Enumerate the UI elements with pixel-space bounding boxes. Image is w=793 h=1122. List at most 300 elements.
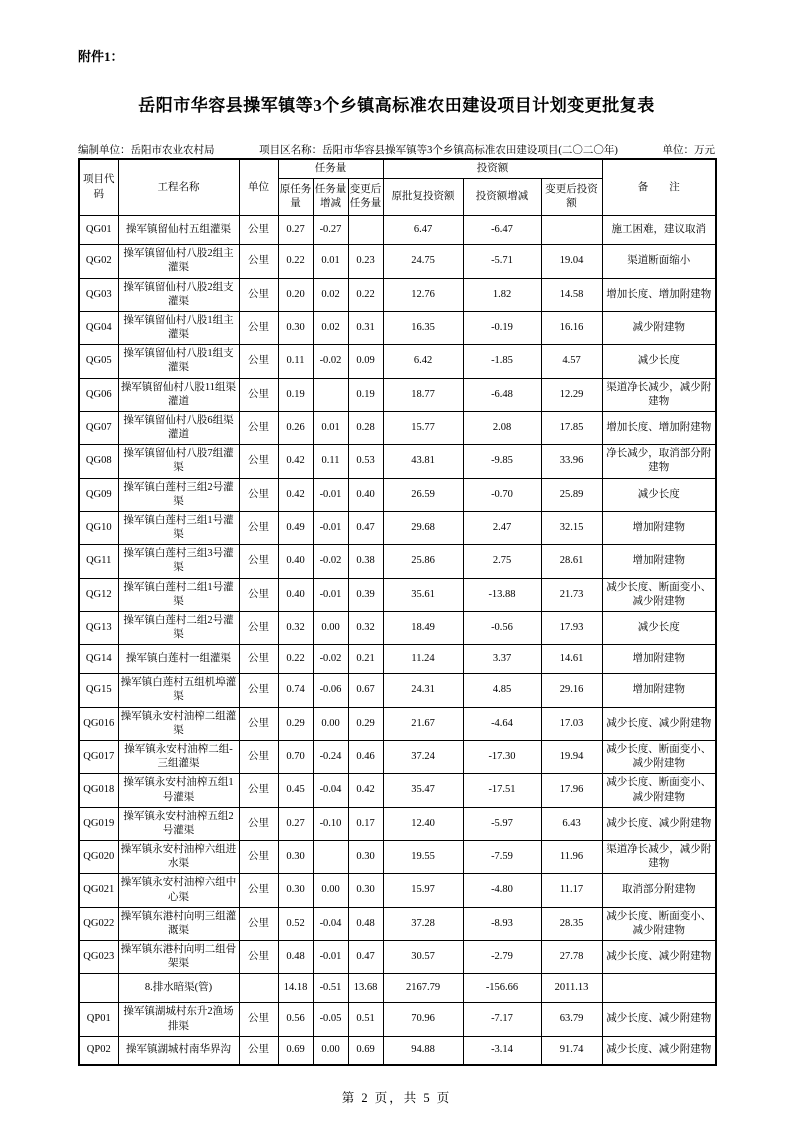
cell-project-name: 操军镇留仙村八股1组主灌渠 xyxy=(118,311,239,344)
page-title: 岳阳市华容县操军镇等3个乡镇高标准农田建设项目计划变更批复表 xyxy=(138,96,655,115)
cell-project-code xyxy=(79,974,118,1003)
cell-invest-original: 19.55 xyxy=(383,841,463,874)
table-row xyxy=(79,974,716,1003)
cell-invest-after: 16.16 xyxy=(541,311,602,344)
change-approval-table xyxy=(78,158,717,1066)
cell-project-name: 操军镇白莲村三组3号灌渠 xyxy=(118,545,239,578)
table-row xyxy=(79,278,716,311)
cell-invest-change: -0.19 xyxy=(463,311,541,344)
cell-task-change: -0.04 xyxy=(313,774,348,807)
cell-project-code: QG016 xyxy=(79,707,118,740)
cell-project-code: QG020 xyxy=(79,841,118,874)
cell-project-name: 操军镇留仙村八股2组主灌渠 xyxy=(118,245,239,278)
header-project-name: 工程名称 xyxy=(118,159,239,216)
cell-task-change: -0.06 xyxy=(313,674,348,707)
cell-unit: 公里 xyxy=(239,907,278,940)
cell-task-original: 0.42 xyxy=(278,445,313,478)
cell-invest-change: -5.97 xyxy=(463,807,541,840)
cell-invest-change: -6.47 xyxy=(463,216,541,245)
cell-project-name: 操军镇永安村油榨二组-三组灌渠 xyxy=(118,740,239,773)
cell-project-name: 操军镇永安村油榨五组1号灌渠 xyxy=(118,774,239,807)
cell-task-change: -0.05 xyxy=(313,1003,348,1036)
cell-project-name: 操军镇永安村油榨六组进水渠 xyxy=(118,841,239,874)
cell-project-name: 操军镇留仙村八股2组支灌渠 xyxy=(118,278,239,311)
cell-task-original: 14.18 xyxy=(278,974,313,1003)
cell-invest-change: -7.59 xyxy=(463,841,541,874)
cell-remark xyxy=(602,974,716,1003)
cell-invest-after: 12.29 xyxy=(541,378,602,411)
cell-task-original: 0.40 xyxy=(278,545,313,578)
header-project-code: 项目代码 xyxy=(79,159,118,216)
cell-task-original: 0.69 xyxy=(278,1036,313,1065)
header-invest-after: 变更后投资额 xyxy=(541,179,602,216)
cell-remark: 增加长度、增加附建物 xyxy=(602,411,716,444)
cell-task-change: -0.01 xyxy=(313,511,348,544)
meta-row xyxy=(78,142,715,157)
cell-task-original: 0.19 xyxy=(278,378,313,411)
cell-invest-change: -2.79 xyxy=(463,941,541,974)
project-area-value: 岳阳市华容县操军镇等3个乡镇高标准农田建设项目(二〇二〇年) xyxy=(322,145,618,156)
header-invest-change: 投资额增减 xyxy=(463,179,541,216)
table-row xyxy=(79,807,716,840)
cell-project-code: QG023 xyxy=(79,941,118,974)
cell-invest-after: 14.58 xyxy=(541,278,602,311)
cell-invest-original: 29.68 xyxy=(383,511,463,544)
cell-invest-original: 37.24 xyxy=(383,740,463,773)
cell-invest-change: 3.37 xyxy=(463,645,541,674)
cell-unit: 公里 xyxy=(239,874,278,907)
table-row xyxy=(79,1036,716,1065)
cell-task-after: 0.69 xyxy=(348,1036,383,1065)
cell-unit: 公里 xyxy=(239,511,278,544)
cell-unit: 公里 xyxy=(239,478,278,511)
cell-task-change: -0.01 xyxy=(313,478,348,511)
cell-project-name: 操军镇留仙村八股1组支灌渠 xyxy=(118,345,239,378)
cell-invest-original: 18.49 xyxy=(383,611,463,644)
table-header xyxy=(79,159,716,216)
cell-invest-after: 28.35 xyxy=(541,907,602,940)
table-row xyxy=(79,411,716,444)
cell-task-after: 0.53 xyxy=(348,445,383,478)
cell-project-code: QG07 xyxy=(79,411,118,444)
cell-invest-original: 25.86 xyxy=(383,545,463,578)
cell-invest-change: -0.56 xyxy=(463,611,541,644)
table-row xyxy=(79,1003,716,1036)
cell-invest-change: 2.75 xyxy=(463,545,541,578)
cell-task-after: 0.32 xyxy=(348,611,383,644)
cell-task-original: 0.27 xyxy=(278,807,313,840)
cell-task-after: 0.47 xyxy=(348,941,383,974)
cell-task-after: 0.31 xyxy=(348,311,383,344)
cell-remark: 减少长度、减少附建物 xyxy=(602,807,716,840)
cell-invest-original: 21.67 xyxy=(383,707,463,740)
cell-project-name: 操军镇东港村向明二组骨架渠 xyxy=(118,941,239,974)
cell-project-code: QG11 xyxy=(79,545,118,578)
cell-project-code: QP01 xyxy=(79,1003,118,1036)
table-row xyxy=(79,740,716,773)
cell-task-after: 0.67 xyxy=(348,674,383,707)
cell-project-name: 操军镇湖城村东升2渔场排渠 xyxy=(118,1003,239,1036)
cell-invest-after: 63.79 xyxy=(541,1003,602,1036)
cell-project-code: QG022 xyxy=(79,907,118,940)
cell-project-code: QG03 xyxy=(79,278,118,311)
cell-invest-after: 2011.13 xyxy=(541,974,602,1003)
cell-project-code: QG10 xyxy=(79,511,118,544)
cell-invest-after: 19.94 xyxy=(541,740,602,773)
cell-project-name: 操军镇留仙村八股7组灌渠 xyxy=(118,445,239,478)
table-row xyxy=(79,445,716,478)
cell-task-original: 0.30 xyxy=(278,874,313,907)
cell-task-after: 0.28 xyxy=(348,411,383,444)
cell-task-change: 0.00 xyxy=(313,1036,348,1065)
cell-unit: 公里 xyxy=(239,216,278,245)
cell-invest-after: 17.93 xyxy=(541,611,602,644)
cell-project-name: 操军镇留仙村八股11组渠灌道 xyxy=(118,378,239,411)
cell-unit: 公里 xyxy=(239,411,278,444)
cell-task-after: 0.09 xyxy=(348,345,383,378)
cell-project-name: 操军镇白莲村三组1号灌渠 xyxy=(118,511,239,544)
table-row xyxy=(79,245,716,278)
table-row xyxy=(79,674,716,707)
cell-invest-original: 94.88 xyxy=(383,1036,463,1065)
cell-project-name: 8.排水暗渠(管) xyxy=(118,974,239,1003)
cell-unit: 公里 xyxy=(239,345,278,378)
cell-unit: 公里 xyxy=(239,1003,278,1036)
cell-invest-after: 17.85 xyxy=(541,411,602,444)
cell-task-after: 0.23 xyxy=(348,245,383,278)
cell-project-code: QG13 xyxy=(79,611,118,644)
cell-task-original: 0.30 xyxy=(278,841,313,874)
header-task-group: 任务量 xyxy=(278,159,383,179)
cell-task-original: 0.26 xyxy=(278,411,313,444)
cell-invest-change: -7.17 xyxy=(463,1003,541,1036)
cell-remark: 减少长度、断面变小、减少附建物 xyxy=(602,907,716,940)
unit-note-value: 万元 xyxy=(694,145,715,156)
cell-task-after: 13.68 xyxy=(348,974,383,1003)
cell-task-after xyxy=(348,216,383,245)
cell-unit: 公里 xyxy=(239,445,278,478)
cell-remark: 增加附建物 xyxy=(602,674,716,707)
cell-invest-original: 18.77 xyxy=(383,378,463,411)
cell-unit: 公里 xyxy=(239,941,278,974)
cell-invest-original: 2167.79 xyxy=(383,974,463,1003)
cell-invest-change: -0.70 xyxy=(463,478,541,511)
header-task-original: 原任务量 xyxy=(278,179,313,216)
cell-unit: 公里 xyxy=(239,707,278,740)
cell-unit: 公里 xyxy=(239,611,278,644)
cell-task-original: 0.45 xyxy=(278,774,313,807)
cell-task-change: -0.01 xyxy=(313,578,348,611)
cell-invest-original: 12.40 xyxy=(383,807,463,840)
table-row xyxy=(79,645,716,674)
header-invest-group: 投资额 xyxy=(383,159,602,179)
cell-remark: 减少长度 xyxy=(602,611,716,644)
attachment-label: 附件1： xyxy=(78,49,124,64)
header-remark: 备 注 xyxy=(602,159,716,216)
table-row xyxy=(79,907,716,940)
cell-task-original: 0.11 xyxy=(278,345,313,378)
cell-invest-original: 6.47 xyxy=(383,216,463,245)
table-row xyxy=(79,941,716,974)
cell-remark: 取消部分附建物 xyxy=(602,874,716,907)
cell-invest-after: 21.73 xyxy=(541,578,602,611)
cell-invest-change: -4.64 xyxy=(463,707,541,740)
cell-project-name: 操军镇白莲村五组机埠灌渠 xyxy=(118,674,239,707)
cell-task-change: -0.02 xyxy=(313,645,348,674)
table-row xyxy=(79,707,716,740)
cell-task-change: 0.00 xyxy=(313,707,348,740)
cell-task-change: -0.51 xyxy=(313,974,348,1003)
cell-project-name: 操军镇永安村油榨五组2号灌渠 xyxy=(118,807,239,840)
cell-task-after: 0.38 xyxy=(348,545,383,578)
cell-project-code: QG06 xyxy=(79,378,118,411)
cell-project-code: QG017 xyxy=(79,740,118,773)
prepared-by-value: 岳阳市农业农村局 xyxy=(130,145,215,156)
cell-task-after: 0.30 xyxy=(348,841,383,874)
cell-invest-after: 14.61 xyxy=(541,645,602,674)
cell-remark: 减少长度 xyxy=(602,478,716,511)
table-row xyxy=(79,545,716,578)
cell-project-code: QG021 xyxy=(79,874,118,907)
table-row xyxy=(79,578,716,611)
cell-task-after: 0.17 xyxy=(348,807,383,840)
cell-task-original: 0.56 xyxy=(278,1003,313,1036)
cell-project-code: QG04 xyxy=(79,311,118,344)
cell-invest-after: 25.89 xyxy=(541,478,602,511)
cell-invest-change: -156.66 xyxy=(463,974,541,1003)
table-row xyxy=(79,345,716,378)
table-row xyxy=(79,216,716,245)
cell-task-change: 0.01 xyxy=(313,245,348,278)
cell-invest-change: 2.08 xyxy=(463,411,541,444)
cell-task-change: -0.27 xyxy=(313,216,348,245)
table-row xyxy=(79,611,716,644)
cell-task-after: 0.48 xyxy=(348,907,383,940)
cell-project-code: QG08 xyxy=(79,445,118,478)
cell-invest-change: 4.85 xyxy=(463,674,541,707)
cell-task-change xyxy=(313,841,348,874)
cell-invest-after: 17.96 xyxy=(541,774,602,807)
cell-task-original: 0.40 xyxy=(278,578,313,611)
cell-invest-after: 4.57 xyxy=(541,345,602,378)
cell-unit xyxy=(239,974,278,1003)
header-task-change: 任务量增减 xyxy=(313,179,348,216)
cell-task-original: 0.32 xyxy=(278,611,313,644)
cell-unit: 公里 xyxy=(239,807,278,840)
cell-project-code: QG01 xyxy=(79,216,118,245)
cell-invest-change: -13.88 xyxy=(463,578,541,611)
cell-remark: 增加附建物 xyxy=(602,645,716,674)
cell-invest-change: -5.71 xyxy=(463,245,541,278)
unit-note-label: 单位： xyxy=(662,145,694,156)
cell-unit: 公里 xyxy=(239,278,278,311)
cell-remark: 增加长度、增加附建物 xyxy=(602,278,716,311)
cell-task-after: 0.30 xyxy=(348,874,383,907)
cell-task-after: 0.47 xyxy=(348,511,383,544)
cell-task-change: -0.02 xyxy=(313,345,348,378)
cell-task-after: 0.39 xyxy=(348,578,383,611)
cell-invest-original: 26.59 xyxy=(383,478,463,511)
cell-remark: 渠道净长减少，减少附建物 xyxy=(602,841,716,874)
cell-task-change: 0.02 xyxy=(313,311,348,344)
cell-task-original: 0.74 xyxy=(278,674,313,707)
cell-invest-original: 15.77 xyxy=(383,411,463,444)
cell-project-name: 操军镇永安村油榨六组中心渠 xyxy=(118,874,239,907)
cell-task-after: 0.22 xyxy=(348,278,383,311)
cell-remark: 减少长度、减少附建物 xyxy=(602,1003,716,1036)
cell-project-name: 操军镇留仙村五组灌渠 xyxy=(118,216,239,245)
cell-invest-original: 15.97 xyxy=(383,874,463,907)
cell-unit: 公里 xyxy=(239,740,278,773)
cell-remark: 减少长度、断面变小、减少附建物 xyxy=(602,774,716,807)
prepared-by xyxy=(78,142,215,157)
header-task-after: 变更后任务量 xyxy=(348,179,383,216)
cell-task-after: 0.40 xyxy=(348,478,383,511)
cell-task-original: 0.30 xyxy=(278,311,313,344)
project-area-label: 项目区名称： xyxy=(259,145,323,156)
cell-task-after: 0.42 xyxy=(348,774,383,807)
cell-unit: 公里 xyxy=(239,674,278,707)
cell-project-name: 操军镇永安村油榨二组灌渠 xyxy=(118,707,239,740)
cell-remark: 减少长度、减少附建物 xyxy=(602,941,716,974)
cell-project-code: QG12 xyxy=(79,578,118,611)
cell-task-original: 0.48 xyxy=(278,941,313,974)
cell-task-after: 0.46 xyxy=(348,740,383,773)
cell-project-name: 操军镇白莲村三组2号灌渠 xyxy=(118,478,239,511)
cell-task-original: 0.20 xyxy=(278,278,313,311)
cell-invest-after: 11.17 xyxy=(541,874,602,907)
cell-task-after: 0.51 xyxy=(348,1003,383,1036)
cell-remark: 增加附建物 xyxy=(602,511,716,544)
cell-task-original: 0.42 xyxy=(278,478,313,511)
cell-invest-original: 70.96 xyxy=(383,1003,463,1036)
cell-unit: 公里 xyxy=(239,245,278,278)
cell-unit: 公里 xyxy=(239,378,278,411)
table-row xyxy=(79,378,716,411)
cell-invest-after: 33.96 xyxy=(541,445,602,478)
cell-invest-change: -9.85 xyxy=(463,445,541,478)
cell-remark: 渠道净长减少，减少附建物 xyxy=(602,378,716,411)
cell-invest-after: 28.61 xyxy=(541,545,602,578)
cell-task-change: 0.01 xyxy=(313,411,348,444)
cell-project-name: 操军镇湖城村南华界沟 xyxy=(118,1036,239,1065)
cell-task-change: -0.02 xyxy=(313,545,348,578)
cell-task-original: 0.49 xyxy=(278,511,313,544)
cell-remark: 减少长度、断面变小、减少附建物 xyxy=(602,740,716,773)
cell-invest-after: 29.16 xyxy=(541,674,602,707)
cell-task-change xyxy=(313,378,348,411)
cell-task-original: 0.22 xyxy=(278,245,313,278)
table-row xyxy=(79,874,716,907)
header-unit: 单位 xyxy=(239,159,278,216)
cell-invest-after: 17.03 xyxy=(541,707,602,740)
cell-invest-change: -1.85 xyxy=(463,345,541,378)
cell-task-original: 0.70 xyxy=(278,740,313,773)
cell-task-after: 0.21 xyxy=(348,645,383,674)
cell-unit: 公里 xyxy=(239,841,278,874)
cell-task-original: 0.22 xyxy=(278,645,313,674)
cell-task-change: -0.01 xyxy=(313,941,348,974)
cell-unit: 公里 xyxy=(239,311,278,344)
cell-invest-after: 27.78 xyxy=(541,941,602,974)
cell-task-after: 0.29 xyxy=(348,707,383,740)
cell-invest-change: -6.48 xyxy=(463,378,541,411)
cell-project-name: 操军镇留仙村八股6组渠灌道 xyxy=(118,411,239,444)
cell-invest-change: 2.47 xyxy=(463,511,541,544)
table-row xyxy=(79,511,716,544)
cell-project-name: 操军镇白莲村二组2号灌渠 xyxy=(118,611,239,644)
cell-task-after: 0.19 xyxy=(348,378,383,411)
cell-task-original: 0.52 xyxy=(278,907,313,940)
cell-invest-after: 32.15 xyxy=(541,511,602,544)
cell-remark: 渠道断面缩小 xyxy=(602,245,716,278)
cell-task-change: -0.24 xyxy=(313,740,348,773)
cell-invest-original: 16.35 xyxy=(383,311,463,344)
cell-task-change: -0.10 xyxy=(313,807,348,840)
cell-invest-change: -3.14 xyxy=(463,1036,541,1065)
cell-project-code: QG02 xyxy=(79,245,118,278)
cell-invest-original: 30.57 xyxy=(383,941,463,974)
cell-invest-original: 24.31 xyxy=(383,674,463,707)
cell-task-change: 0.00 xyxy=(313,611,348,644)
cell-invest-change: 1.82 xyxy=(463,278,541,311)
cell-invest-after: 6.43 xyxy=(541,807,602,840)
cell-remark: 减少长度、减少附建物 xyxy=(602,1036,716,1065)
cell-task-original: 0.29 xyxy=(278,707,313,740)
cell-invest-change: -4.80 xyxy=(463,874,541,907)
cell-invest-original: 35.47 xyxy=(383,774,463,807)
cell-invest-original: 24.75 xyxy=(383,245,463,278)
cell-invest-original: 37.28 xyxy=(383,907,463,940)
table-row xyxy=(79,478,716,511)
cell-project-code: QG019 xyxy=(79,807,118,840)
cell-invest-after xyxy=(541,216,602,245)
cell-project-name: 操军镇东港村向明三组灌溉渠 xyxy=(118,907,239,940)
cell-invest-change: -17.51 xyxy=(463,774,541,807)
table-row xyxy=(79,841,716,874)
cell-project-code: QG05 xyxy=(79,345,118,378)
cell-task-original: 0.27 xyxy=(278,216,313,245)
cell-task-change: 0.11 xyxy=(313,445,348,478)
cell-project-code: QP02 xyxy=(79,1036,118,1065)
cell-invest-change: -17.30 xyxy=(463,740,541,773)
page-footer: 第 2 页，共 5 页 xyxy=(341,1091,452,1106)
cell-invest-change: -8.93 xyxy=(463,907,541,940)
cell-remark: 减少附建物 xyxy=(602,311,716,344)
cell-unit: 公里 xyxy=(239,774,278,807)
cell-remark: 增加附建物 xyxy=(602,545,716,578)
cell-remark: 减少长度、断面变小、减少附建物 xyxy=(602,578,716,611)
cell-invest-after: 11.96 xyxy=(541,841,602,874)
prepared-by-label: 编制单位： xyxy=(78,145,131,156)
cell-task-change: 0.00 xyxy=(313,874,348,907)
table-row xyxy=(79,311,716,344)
cell-remark: 施工困难，建议取消 xyxy=(602,216,716,245)
unit-note xyxy=(663,142,716,157)
cell-remark: 减少长度 xyxy=(602,345,716,378)
cell-project-code: QG018 xyxy=(79,774,118,807)
cell-invest-original: 6.42 xyxy=(383,345,463,378)
cell-invest-original: 12.76 xyxy=(383,278,463,311)
table-row xyxy=(79,774,716,807)
cell-task-change: 0.02 xyxy=(313,278,348,311)
cell-project-code: QG09 xyxy=(79,478,118,511)
header-invest-original: 原批复投资额 xyxy=(383,179,463,216)
cell-project-name: 操军镇白莲村二组1号灌渠 xyxy=(118,578,239,611)
cell-project-code: QG15 xyxy=(79,674,118,707)
cell-invest-original: 43.81 xyxy=(383,445,463,478)
cell-remark: 减少长度、减少附建物 xyxy=(602,707,716,740)
